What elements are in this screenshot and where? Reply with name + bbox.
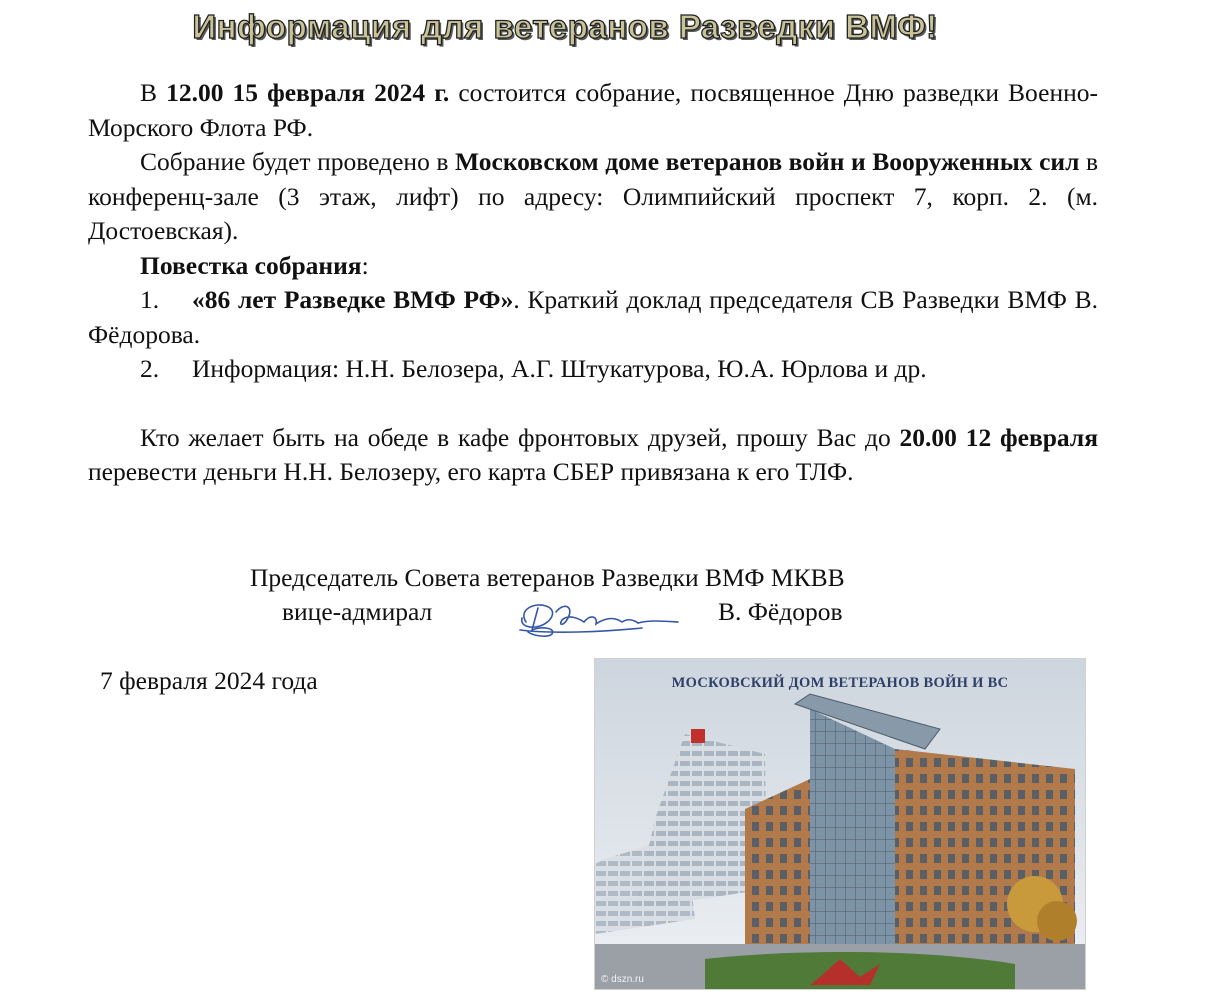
glass-atrium xyxy=(810,709,895,959)
text-run: Кто желает быть на обеде в кафе фронтовых друзей, прошу Вас до xyxy=(140,422,900,452)
agenda-item-2 xyxy=(88,352,1098,387)
paragraph-venue xyxy=(88,145,1098,249)
agenda-item-1 xyxy=(88,283,1098,352)
payment-deadline: 20.00 12 февраля xyxy=(899,422,1098,452)
meeting-datetime: 12.00 15 февраля 2024 г. xyxy=(166,78,450,107)
paragraph-meeting-time xyxy=(88,76,1098,145)
photo-credit: © dszn.ru xyxy=(601,974,644,985)
photo-caption: МОСКОВСКИЙ ДОМ ВЕТЕРАНОВ ВОЙН И ВС xyxy=(671,675,1009,691)
venue-name: Московском доме ветеранов войн и Вооруженных сил xyxy=(455,147,1080,176)
text-run: перевести деньги Н.Н. Белозеру, его карта СБЕР привязана к его ТЛФ. xyxy=(88,457,854,486)
text-run: : xyxy=(361,250,369,280)
rooftop-logo xyxy=(691,729,705,743)
brick-wing-left xyxy=(745,779,810,959)
building-illustration xyxy=(595,659,1085,989)
agenda-heading xyxy=(88,249,1098,284)
signer-rank: вице-адмирал xyxy=(282,597,433,626)
text-run: в конференц-зале (3 этаж, лифт) по адресу: Олимпийский проспект 7, корп. 2. (м. Достоевская). xyxy=(88,147,1098,245)
text-run: Собрание будет проведено в xyxy=(140,147,456,176)
agenda-heading-text: Повестка собрания xyxy=(140,250,362,280)
paragraph-lunch xyxy=(88,421,1098,490)
text-run: состоится собрание, посвященное Дню разведки Военно-Морского Флота РФ. xyxy=(88,78,1098,142)
document-body xyxy=(88,76,1098,490)
text-run: В xyxy=(140,78,167,107)
signer-name: В. Фёдоров xyxy=(718,597,843,626)
page-title: Информация для ветеранов Разведки ВМФ! xyxy=(192,8,938,45)
signer-position: Председатель Совета ветеранов Разведки ВМФ МКВВ xyxy=(250,563,845,592)
list-number: 1. xyxy=(140,285,160,314)
list-number: 2. xyxy=(140,354,160,383)
building-photo xyxy=(594,658,1086,990)
agenda-item-text: . Краткий доклад председателя СВ Разведки ВМФ В. Фёдорова. xyxy=(88,285,1098,349)
handwritten-signature xyxy=(512,596,684,642)
agenda-item-text: Информация: Н.Н. Белозера, А.Г. Штукатурова, Ю.А. Юрлова и др. xyxy=(192,354,927,383)
agenda-item-title: «86 лет Разведке ВМФ РФ» xyxy=(192,285,514,314)
document-date: 7 февраля 2024 года xyxy=(100,666,318,695)
autumn-tree xyxy=(1037,901,1077,941)
